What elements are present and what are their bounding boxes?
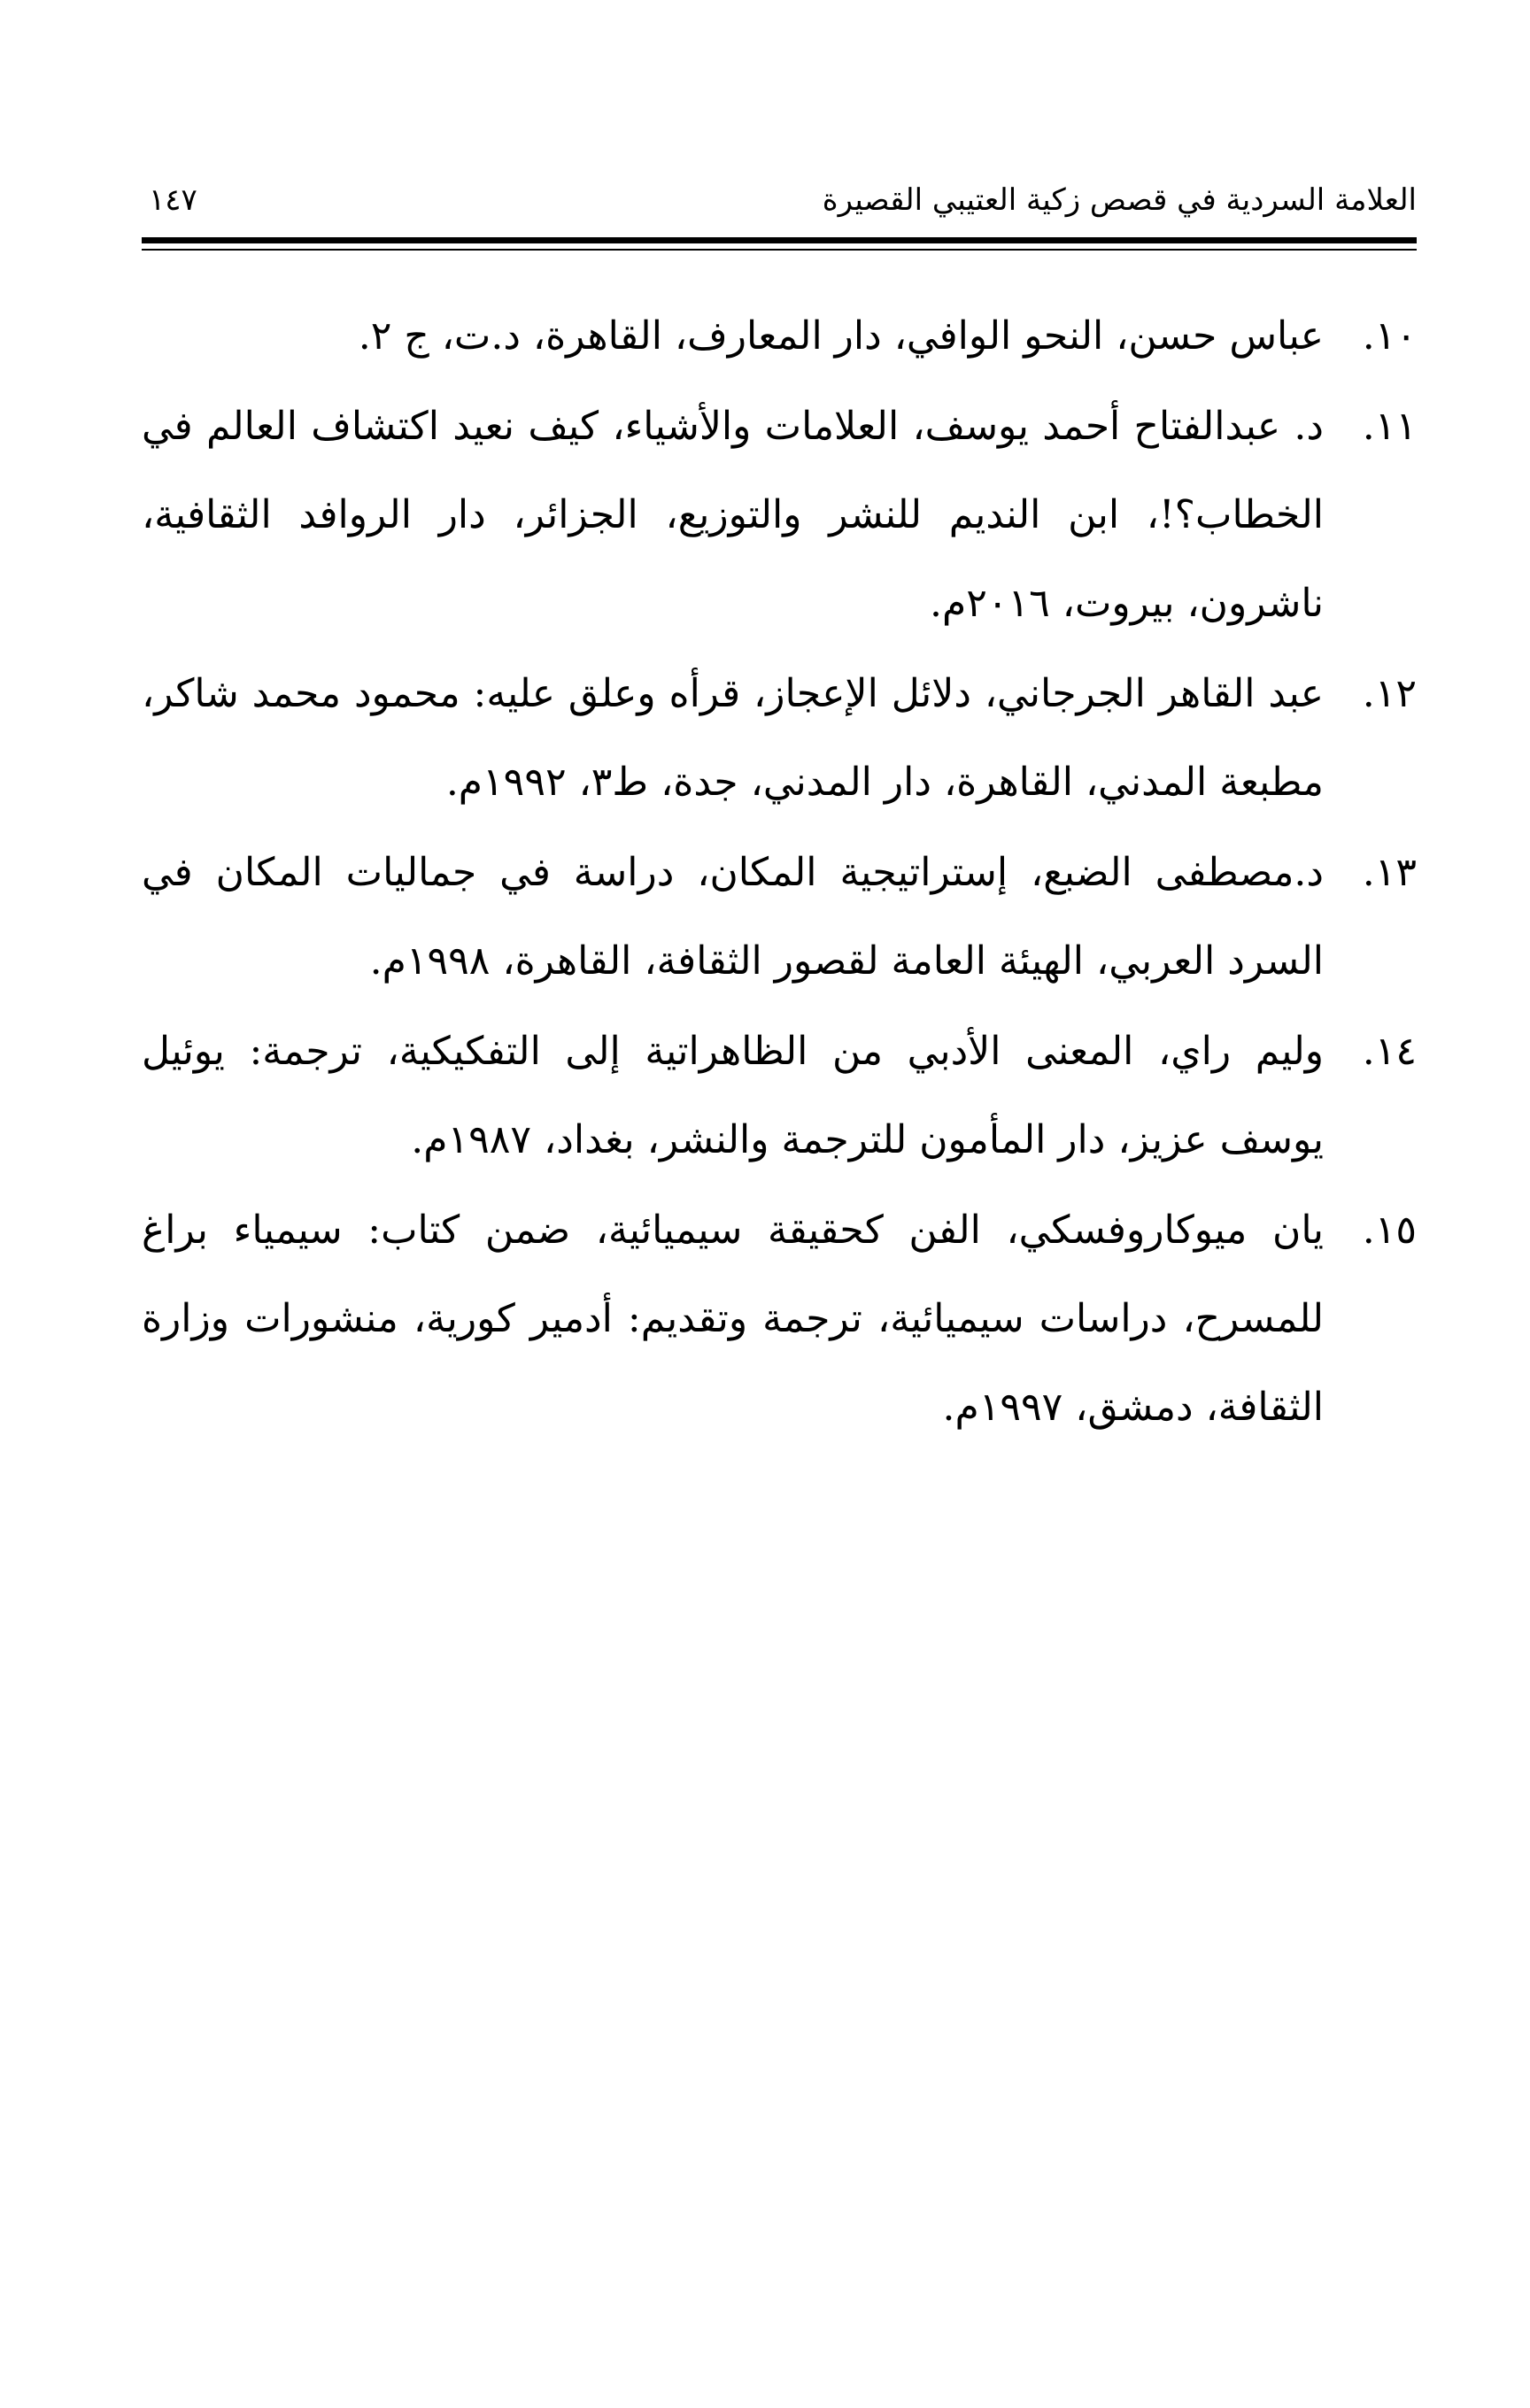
reference-number: ١٣. bbox=[1362, 850, 1417, 895]
running-header bbox=[142, 170, 1417, 232]
reference-item bbox=[142, 1186, 1417, 1452]
reference-text: يان ميوكاروفسكي، الفن كحقيقة سيميائية، ضمن كتاب: سيمياء براغ للمسرح، دراسات سيميائية، ترجمة وتقديم: أدمير كورية، منشورات وزارة الثقافة، دمشق، ١٩٩٧م. bbox=[142, 1208, 1324, 1430]
reference-number: ١٠. bbox=[1362, 313, 1417, 359]
page-number: ١٤٧ bbox=[149, 182, 197, 218]
reference-item bbox=[142, 650, 1417, 827]
reference-number: ١٢. bbox=[1362, 671, 1417, 716]
reference-item bbox=[142, 382, 1417, 648]
reference-item bbox=[142, 1007, 1417, 1185]
running-title: العلامة السردية في قصص زكية العتيبي القصيرة bbox=[822, 182, 1417, 218]
reference-number: ١٤. bbox=[1362, 1029, 1417, 1074]
reference-list bbox=[142, 292, 1417, 1454]
reference-text: د. عبدالفتاح أحمد يوسف، العلامات والأشياء، كيف نعيد اكتشاف العالم في الخطاب؟!، ابن النديم للنشر والتوزيع، الجزائر، دار الروافد الثقافية، ناشرون، بيروت، ٢٠١٦م. bbox=[142, 404, 1324, 626]
reference-number: ١١. bbox=[1362, 404, 1417, 449]
reference-text: عباس حسن، النحو الوافي، دار المعارف، القاهرة، د.ت، ج ٢. bbox=[358, 313, 1324, 359]
header-rule-thick bbox=[142, 237, 1417, 243]
reference-text: عبد القاهر الجرجاني، دلائل الإعجاز، قرأه وعلق عليه: محمود محمد شاكر، مطبعة المدني، القاهرة، دار المدني، جدة، ط٣، ١٩٩٢م. bbox=[142, 671, 1324, 805]
reference-text: وليم راي، المعنى الأدبي من الظاهراتية إلى التفكيكية، ترجمة: يوئيل يوسف عزيز، دار المأمون للترجمة والنشر، بغداد، ١٩٨٧م. bbox=[142, 1029, 1324, 1162]
reference-text: د.مصطفى الضبع، إستراتيجية المكان، دراسة في جماليات المكان في السرد العربي، الهيئة العامة لقصور الثقافة، القاهرة، ١٩٩٨م. bbox=[142, 850, 1324, 984]
reference-number: ١٥. bbox=[1362, 1208, 1417, 1253]
reference-item bbox=[142, 292, 1417, 381]
header-rule-thin bbox=[142, 249, 1417, 251]
reference-item bbox=[142, 829, 1417, 1006]
